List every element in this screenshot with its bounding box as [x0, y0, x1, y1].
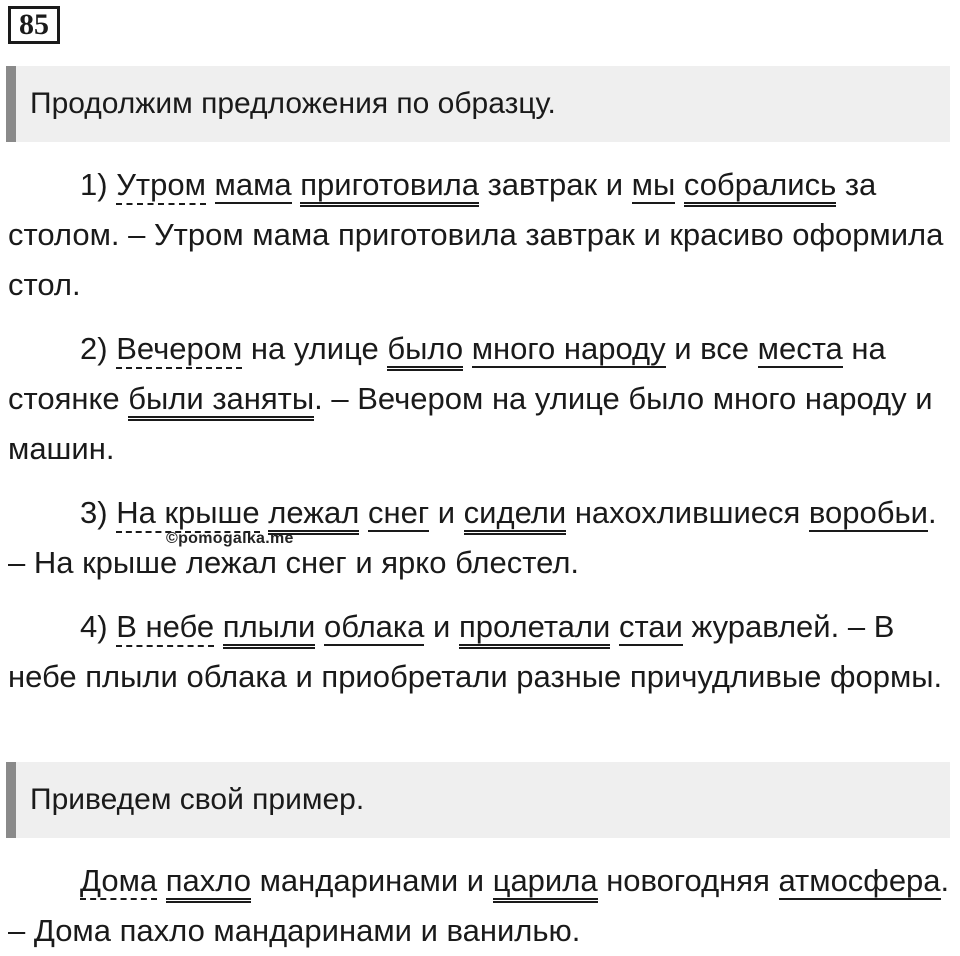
subject: снег — [367, 495, 430, 530]
subject: стаи — [618, 609, 683, 644]
predicate: пролетали — [459, 609, 610, 649]
sentence-3: 3) На крыше лежал снег и сидели нахохлившиеся воробьи. – На крыше лежал снег и ярко блестел. — [8, 495, 937, 580]
adverbial: На крыше — [116, 495, 259, 533]
predicate: пахло — [166, 863, 251, 903]
sentence-2: 2) Вечером на улице было много народу и все места на стоянке были заняты. – Вечером на улице было много народу и машин. — [8, 331, 933, 466]
subject: мама — [214, 167, 292, 202]
exercise-number: 85 — [8, 6, 60, 44]
adverbial: Утром — [116, 167, 206, 205]
predicate: лежал — [268, 495, 359, 535]
subject: облака — [323, 609, 425, 644]
predicate: царила — [493, 863, 598, 903]
predicate: собрались — [684, 167, 836, 207]
predicate: приготовила — [300, 167, 479, 207]
example-header-text: Приведем свой пример. — [30, 783, 365, 816]
subject: воробьи — [808, 495, 928, 530]
sentence-4: 4) В небе плыли облака и пролетали стаи журавлей. – В небе плыли облака и приобретали разные причудливые формы. — [8, 609, 943, 694]
watermark: ©pomogalka.me — [166, 530, 294, 547]
sentence-1: 1) Утром мама приготовила завтрак и мы собрались за столом. – Утром мама приготовила завтрак и красиво оформила стол. — [8, 167, 944, 302]
adverbial: В небе — [116, 609, 214, 647]
predicate: сидели — [464, 495, 567, 535]
example-header — [6, 762, 950, 838]
example-sentence: Дома пахло мандаринами и царила новогодняя атмосфера. – Дома пахло мандаринами и ванилью. — [8, 863, 950, 948]
predicate: плыли — [223, 609, 316, 649]
subject: много народу — [471, 331, 666, 366]
predicate: было — [387, 331, 463, 371]
subject: Дома — [80, 863, 158, 898]
subject: места — [757, 331, 843, 366]
task-header-text: Продолжим предложения по образцу. — [30, 87, 556, 120]
subject: мы — [631, 167, 676, 202]
task-header — [6, 66, 950, 142]
subject: атмосфера — [778, 863, 941, 898]
adverbial: Вечером — [116, 331, 242, 369]
predicate: были заняты — [128, 381, 314, 421]
